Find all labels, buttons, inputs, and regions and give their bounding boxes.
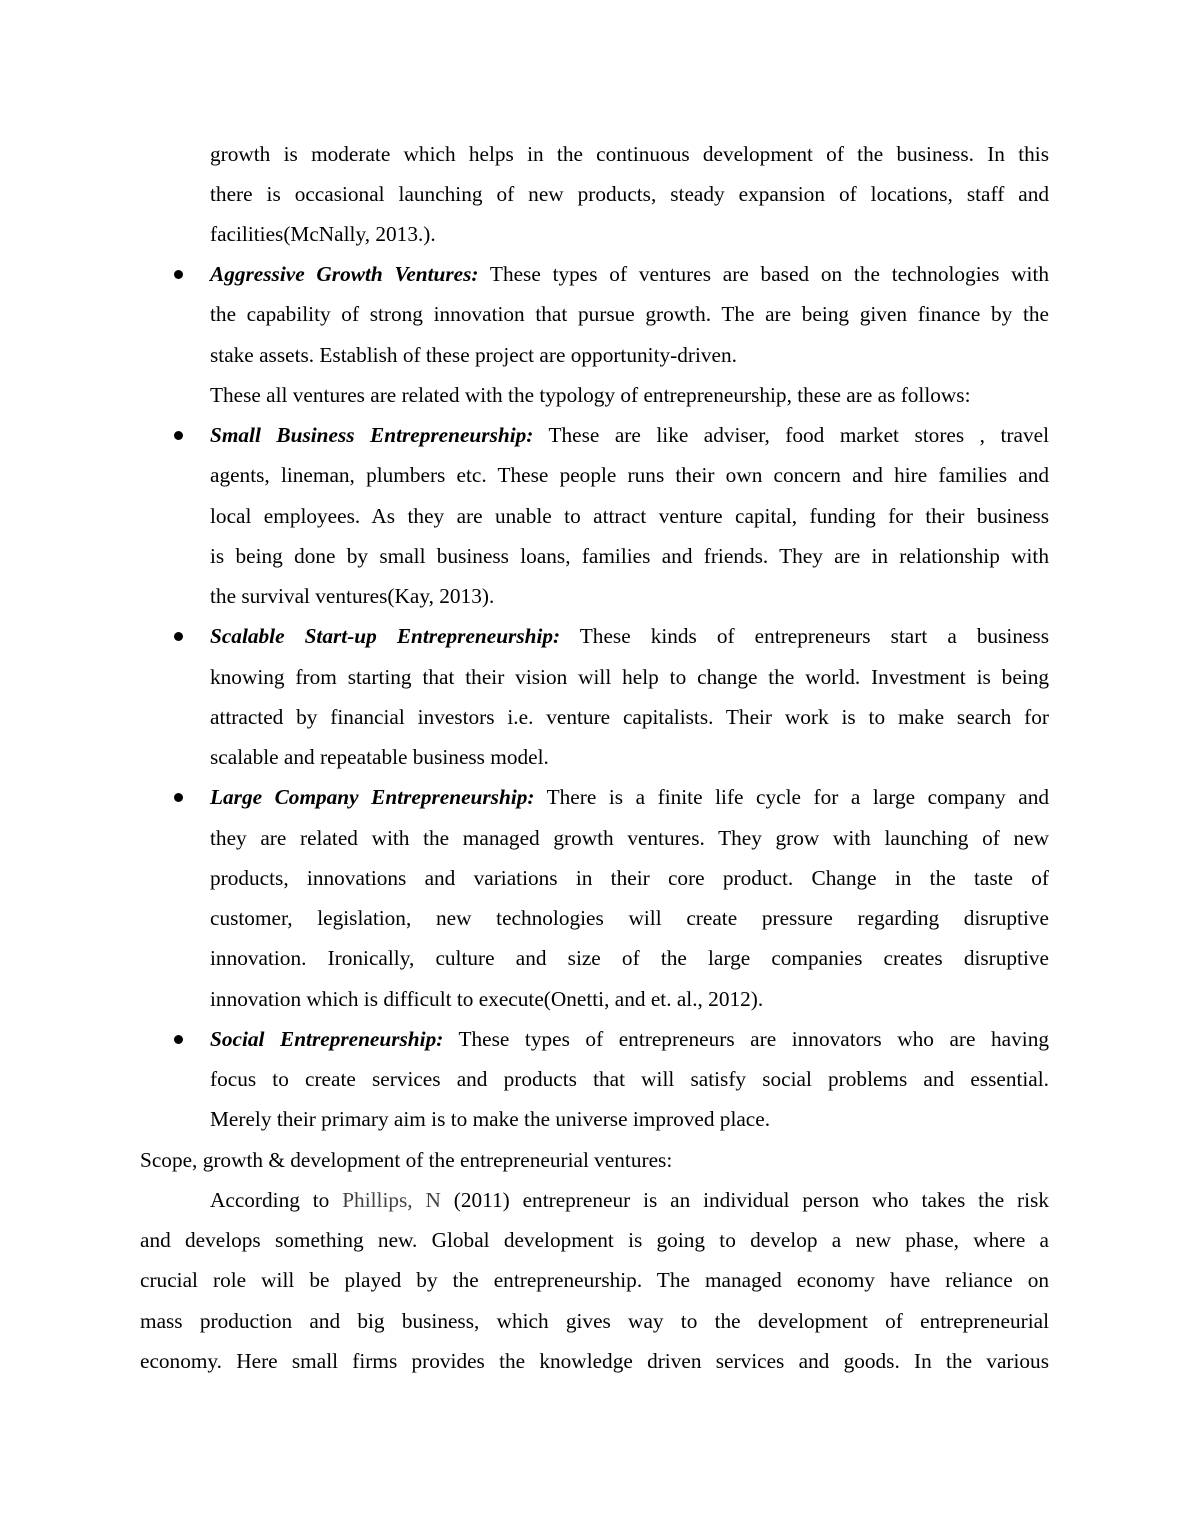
typology-term: Large Company Entrepreneurship: bbox=[210, 785, 535, 809]
typology-large-line-5: innovation. Ironically, culture and size of the large companies creates disruptive bbox=[210, 946, 1049, 970]
typology-term: Small Business Entrepreneurship: bbox=[210, 423, 534, 447]
typology-social-line-2: focus to create services and products that will satisfy social problems and essential. bbox=[210, 1067, 1049, 1091]
bullet-aggressive-line-3: stake assets. Establish of these project are opportunity-driven. bbox=[210, 343, 737, 367]
typology-small-line-4: is being done by small business loans, families and friends. They are in relationship with bbox=[210, 544, 1049, 568]
typology-large-line-1: Large Company Entrepreneurship: There is a finite life cycle for a large company and bbox=[210, 785, 1049, 809]
typology-large-line-3: products, innovations and variations in their core product. Change in the taste of bbox=[210, 866, 1049, 890]
typology-small-line-2: agents, lineman, plumbers etc. These people runs their own concern and hire families and bbox=[210, 463, 1049, 487]
bullet-aggressive-line-2: the capability of strong innovation that pursue growth. The are being given finance by the bbox=[210, 302, 1049, 326]
typology-scalable-line-3: attracted by financial investors i.e. venture capitalists. Their work is to make search for bbox=[210, 705, 1049, 729]
bullet-icon bbox=[174, 632, 183, 641]
typology-scalable-line-2: knowing from starting that their vision will help to change the world. Investment is being bbox=[210, 665, 1049, 689]
bullet-icon bbox=[174, 431, 183, 440]
transition-text: These all ventures are related with the typology of entrepreneurship, these are as follows: bbox=[210, 383, 971, 407]
bullet-aggressive-line-1: Aggressive Growth Ventures: These types of ventures are based on the technologies with bbox=[210, 262, 1050, 286]
closing-paragraph-line-4: mass production and big business, which gives way to the development of entrepreneurial bbox=[140, 1309, 1049, 1333]
typology-small-line-1: Small Business Entrepreneurship: These are like adviser, food market stores , travel bbox=[210, 423, 1049, 447]
typology-social-line-1: Social Entrepreneurship: These types of entrepreneurs are innovators who are having bbox=[210, 1027, 1049, 1051]
bullet-icon bbox=[174, 270, 183, 279]
closing-paragraph-line-5: economy. Here small firms provides the knowledge driven services and goods. In the various bbox=[140, 1349, 1049, 1373]
intro-line-3: facilities(McNally, 2013.). bbox=[210, 222, 436, 246]
section-heading: Scope, growth & development of the entrepreneurial ventures: bbox=[140, 1148, 673, 1172]
closing-paragraph-line-3: crucial role will be played by the entrepreneurship. The managed economy have reliance on bbox=[140, 1268, 1049, 1292]
typology-social-line-3: Merely their primary aim is to make the universe improved place. bbox=[210, 1107, 771, 1131]
bullet-icon bbox=[174, 1035, 183, 1044]
typology-scalable-line-1: Scalable Start-up Entrepreneurship: These kinds of entrepreneurs start a business bbox=[210, 624, 1049, 648]
typology-large-line-4: customer, legislation, new technologies will create pressure regarding disruptive bbox=[210, 906, 1049, 930]
typology-term: Social Entrepreneurship: bbox=[210, 1027, 444, 1051]
typology-small-line-3: local employees. As they are unable to attract venture capital, funding for their business bbox=[210, 504, 1049, 528]
closing-paragraph-line-2: and develops something new. Global development is going to develop a new phase, where a bbox=[140, 1228, 1049, 1252]
bullet-icon bbox=[174, 793, 183, 802]
typology-small-line-5: the survival ventures(Kay, 2013). bbox=[210, 584, 495, 608]
typology-term: Scalable Start-up Entrepreneurship: bbox=[210, 624, 561, 648]
intro-line-2: there is occasional launching of new products, steady expansion of locations, staff and bbox=[210, 182, 1049, 206]
bullet-term: Aggressive Growth Ventures: bbox=[210, 262, 479, 286]
typology-large-line-6: innovation which is difficult to execute(Onetti, and et. al., 2012). bbox=[210, 987, 764, 1011]
typology-large-line-2: they are related with the managed growth ventures. They grow with launching of new bbox=[210, 826, 1049, 850]
citation-link: Phillips, N bbox=[342, 1188, 441, 1212]
typology-scalable-line-4: scalable and repeatable business model. bbox=[210, 745, 549, 769]
intro-line-1: growth is moderate which helps in the continuous development of the business. In this bbox=[210, 142, 1049, 166]
closing-paragraph-line-1: According to Phillips, N (2011) entrepreneur is an individual person who takes the risk bbox=[210, 1188, 1049, 1212]
